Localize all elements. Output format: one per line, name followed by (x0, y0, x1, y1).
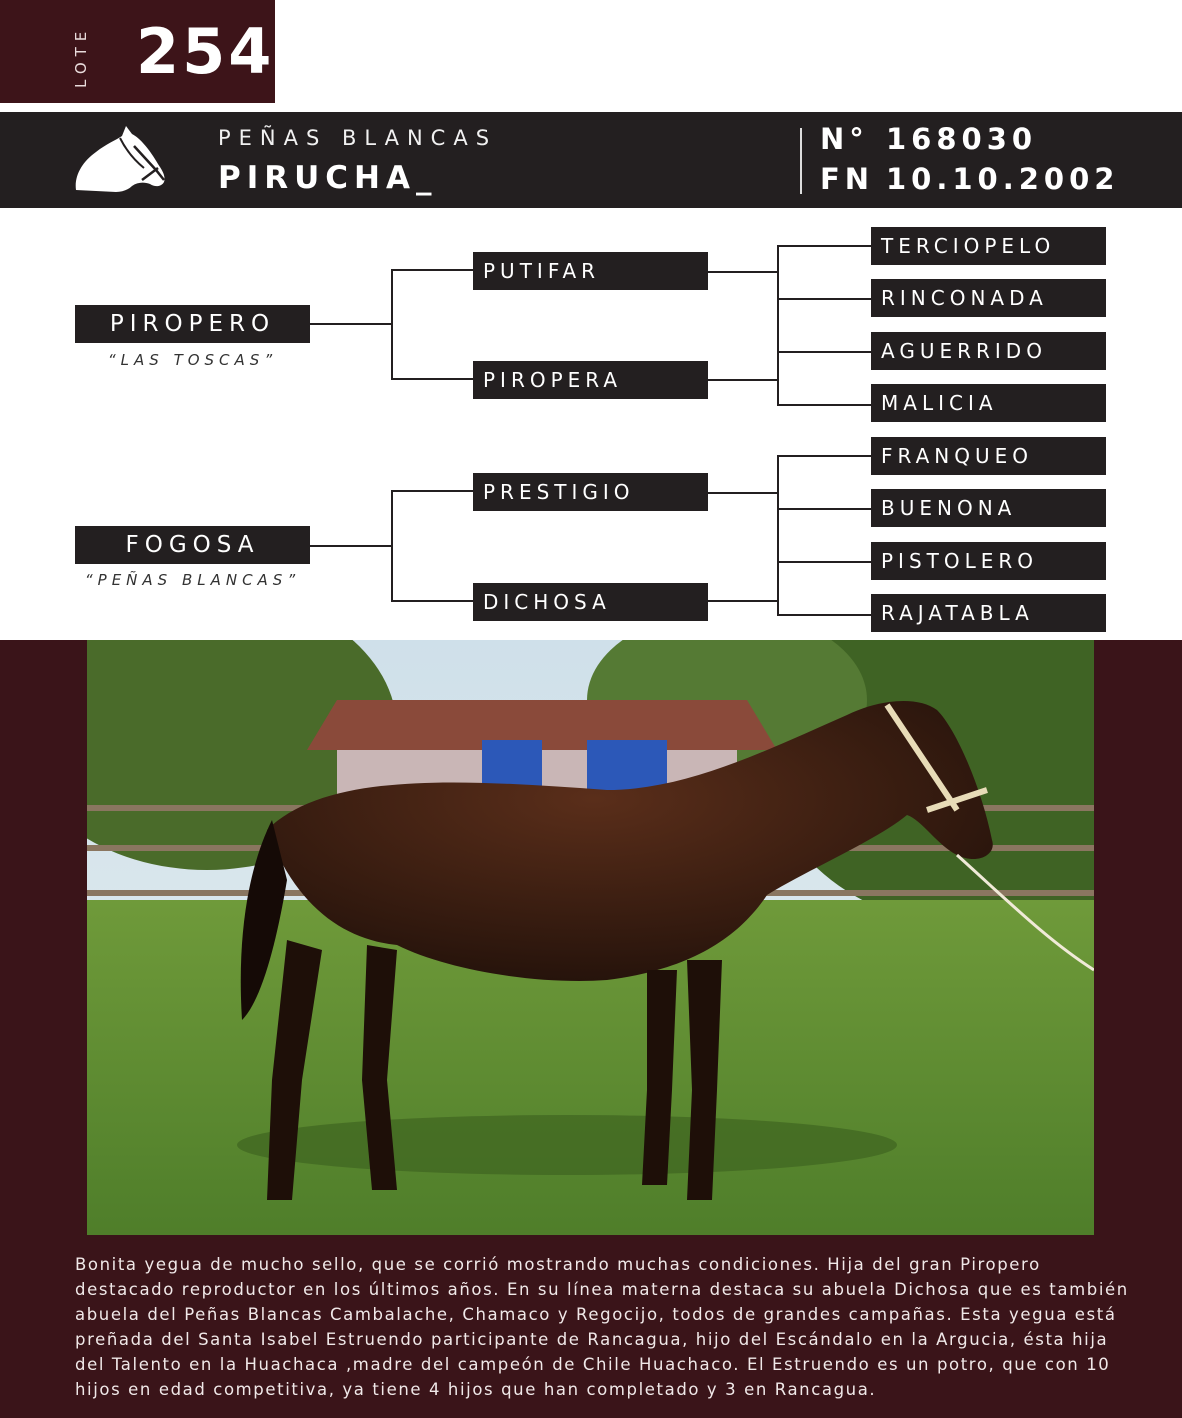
great-grandparent: PISTOLERO (871, 542, 1106, 580)
great-grandparent: AGUERRIDO (871, 332, 1106, 370)
lot-badge (0, 0, 275, 103)
great-grandparent: BUENONA (871, 489, 1106, 527)
lot-label: LOTE (72, 25, 90, 88)
horse-head-icon (72, 124, 168, 194)
great-grandparent: MALICIA (871, 384, 1106, 422)
sire-origin: “LAS TOSCAS” (107, 351, 278, 369)
pedigree-chart (0, 208, 1182, 640)
breeder-name: PEÑAS BLANCAS (218, 126, 498, 150)
great-grandparent: FRANQUEO (871, 437, 1106, 475)
horse-name: PIRUCHA_ (218, 160, 438, 196)
birth-date-label: FN (820, 162, 875, 196)
dam-box: FOGOSA (75, 526, 310, 564)
lot-number: 254 (136, 15, 275, 88)
birth-date-row (820, 162, 1119, 196)
registration-label: N° (820, 122, 869, 156)
great-grandparent: TERCIOPELO (871, 227, 1106, 265)
great-grandparent: RINCONADA (871, 279, 1106, 317)
header-divider (800, 128, 802, 194)
sire-box: PIROPERO (75, 305, 310, 343)
granddam-paternal: PIROPERA (473, 361, 708, 399)
horse-header (0, 112, 1182, 208)
birth-date: 10.10.2002 (886, 162, 1120, 196)
horse-photo (87, 640, 1094, 1235)
registration-number: 168030 (886, 122, 1038, 156)
grandsire-paternal: PUTIFAR (473, 252, 708, 290)
great-grandparent: RAJATABLA (871, 594, 1106, 632)
horse-description: Bonita yegua de mucho sello, que se corrió mostrando muchas condiciones. Hija del gran Piropero destacado reproductor en los últimos años. En su línea materna destaca su abuela Dichosa que es también abuela del Peñas Blancas Cambalache, Chamaco y Regocijo, todos de grandes campañas. Esta yegua está preñada del Santa Isabel Estruendo participante de Rancagua, hijo del Escándalo en la Argucia, ésta hija del Talento en la Huachaca ,madre del campeón de Chile Huachaco. El Estruendo es un potro, que con 10 hijos en edad competitiva, ya tiene 4 hijos que han completado y 3 en Rancagua. (75, 1255, 1129, 1399)
lower-section (0, 640, 1182, 1418)
dam-origin: “PEÑAS BLANCAS” (84, 571, 301, 589)
registration-row (820, 122, 1037, 156)
granddam-maternal: DICHOSA (473, 583, 708, 621)
grandsire-maternal: PRESTIGIO (473, 473, 708, 511)
